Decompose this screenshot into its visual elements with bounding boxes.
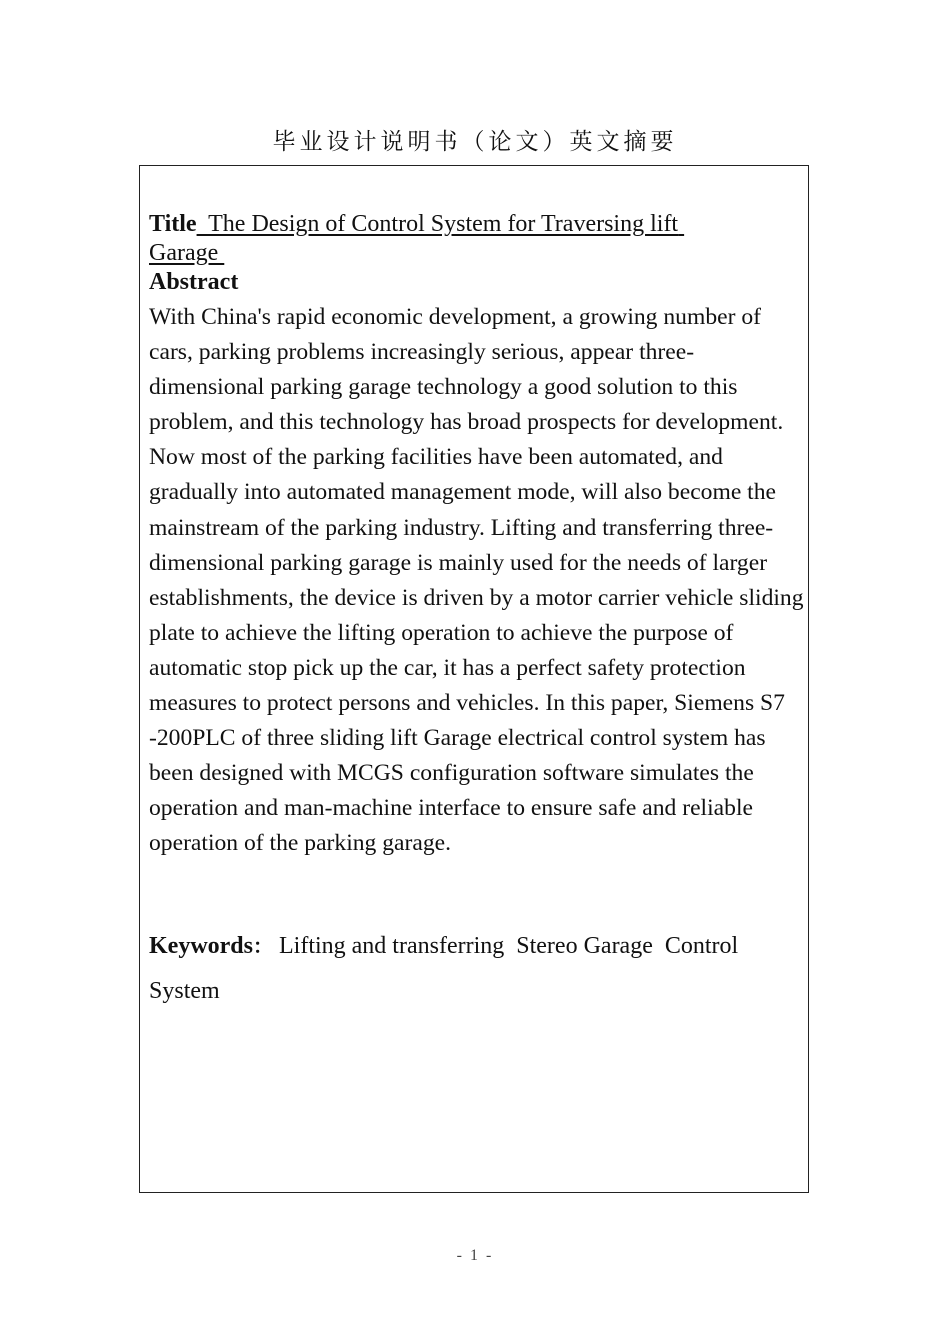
- keywords-separator: ：: [253, 934, 273, 958]
- keyword-item: Lifting and transferring: [279, 933, 505, 959]
- abstract-heading: Abstract: [149, 269, 239, 295]
- abstract-box: [139, 165, 809, 1193]
- thesis-title: The Design of Control System for Traversing lift Garage: [149, 211, 685, 266]
- page-heading: 毕业设计说明书（论文）英文摘要: [272, 129, 678, 155]
- keyword-item: Stereo Garage: [516, 933, 653, 959]
- title-block: [149, 210, 749, 268]
- keywords-block: [149, 924, 799, 1014]
- keywords-label: Keywords: [149, 933, 253, 959]
- page-number: - 1 -: [456, 1247, 494, 1264]
- title-label: Title: [149, 211, 197, 237]
- abstract-body: With China's rapid economic development, a growing number of cars, parking problems increasingly serious, appear three-dimensional parking garage technology a good solution to this problem, and this technology has broad prospects for development. Now most of the parking facilities have been automated, and gradually into automated management mode, will also become the mainstream of the parking industry. Lifting and transferring three-dimensional parking garage is mainly used for the needs of larger establishments, the device is driven by a motor carrier vehicle sliding plate to achieve the lifting operation to achieve the purpose of automatic stop pick up the car, it has a perfect safety protection measures to protect persons and vehicles. In this paper, Siemens S7 -200PLC of three sliding lift Garage electrical control system has been designed with MCGS configuration software simulates the operation and man-machine interface to ensure safe and reliable operation of the parking garage.: [149, 304, 804, 857]
- keyword-item: Control System: [149, 933, 739, 1004]
